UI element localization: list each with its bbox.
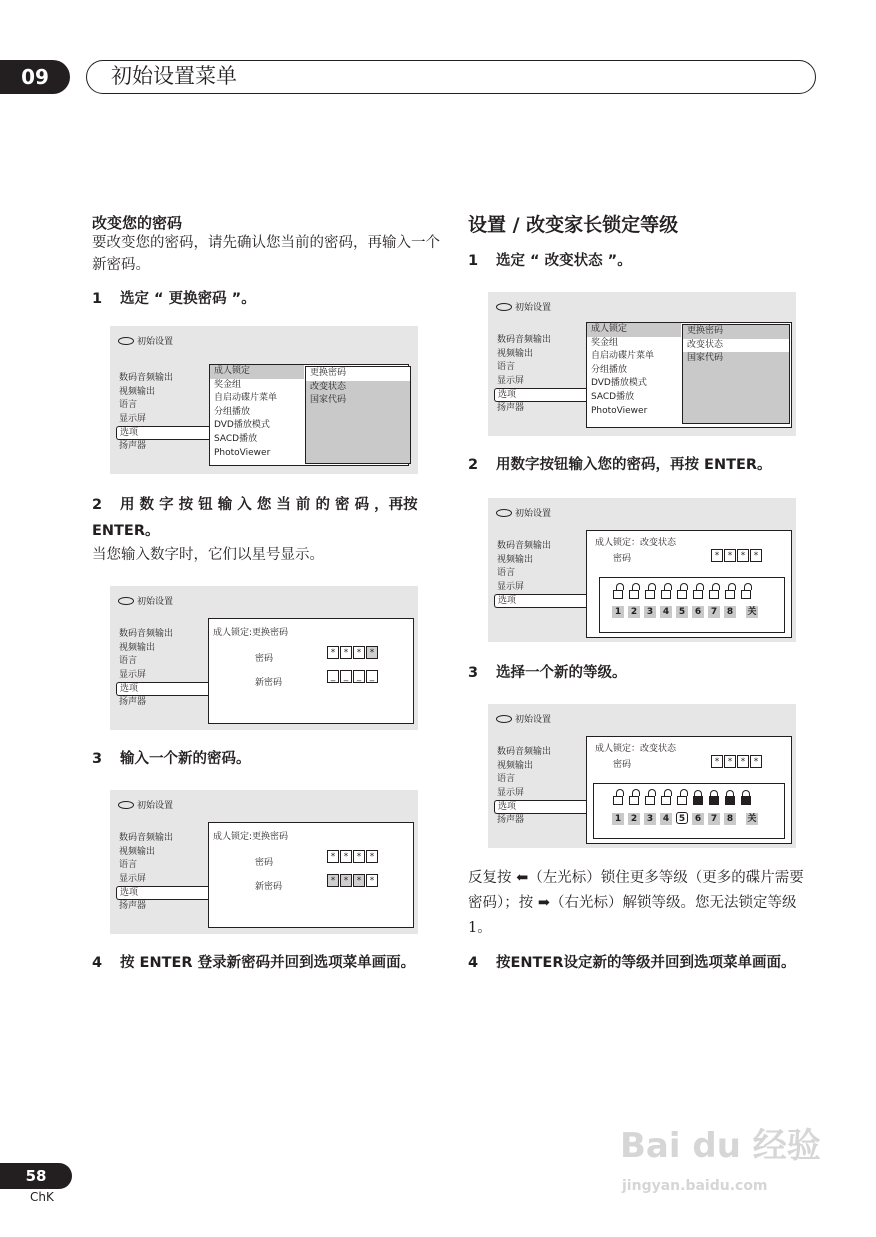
- disc-icon: [496, 303, 512, 311]
- unlock-icon: [628, 790, 640, 806]
- unlock-icon: [692, 584, 704, 600]
- unlock-icon: [628, 584, 640, 600]
- left-step-1: 1 选定 “ 更换密码 ”。: [92, 291, 256, 307]
- lock-icon: [740, 790, 752, 806]
- right-step-4: 4 按ENTER设定新的等级并回到选项菜单画面。: [468, 955, 796, 971]
- unlock-icon: [644, 584, 656, 600]
- language-code: ChK: [30, 1190, 54, 1204]
- osd-screen-l3: 初始设置 数码音频输出 视频输出 语言 显示屏 选项 扬声器 成人锁定:更换密码 密码 * * * * 新密码 * * * *: [110, 790, 418, 934]
- unlock-icon: [660, 584, 672, 600]
- page-number: 58: [0, 1163, 72, 1189]
- osd-screen-r3: 初始设置 数码音频输出 视频输出 语言 显示屏 选项 扬声器 成人锁定：改变状态 密码 * * * * 1 2 3 4 5 6 7 8 关: [488, 704, 796, 848]
- chapter-title: 初始设置菜单: [86, 60, 816, 94]
- watermark-logo: Bai du 经验: [620, 1126, 821, 1166]
- chapter-number: 09: [0, 60, 70, 94]
- disc-icon: [118, 597, 134, 605]
- unlock-icon: [612, 790, 624, 806]
- unlock-icon: [740, 584, 752, 600]
- lock-icon: [692, 790, 704, 806]
- lock-icon: [708, 790, 720, 806]
- osd-screen-l2: 初始设置 数码音频输出 视频输出 语言 显示屏 选项 扬声器 成人锁定:更换密码 密码 * * * * 新密码 _ _ _ _: [110, 586, 418, 730]
- right-lock-note: 反复按 ⬅（左光标）锁住更多等级（更多的碟片需要密码）；按 ➡（右光标）解锁等级。您无法锁定等级 1。: [468, 870, 804, 936]
- unlock-icon: [644, 790, 656, 806]
- unlock-icon: [676, 790, 688, 806]
- osd-screen-r1: 初始设置 数码音频输出 视频输出 语言 显示屏 选项 扬声器 成人锁定 奖金组 自启动碟片菜单 分组播放 DVD播放模式 SACD播放 PhotoViewer 更换密码 改变状态 国家代码: [488, 292, 796, 436]
- unlock-icon: [612, 584, 624, 600]
- unlock-icon: [708, 584, 720, 600]
- left-step-2: 2 用 数 字 按 钮 输 入 您 当 前 的 密 码 ，再按 ENTER。: [92, 497, 418, 539]
- right-step-3: 3 选择一个新的等级。: [468, 665, 627, 681]
- unlock-icon: [724, 584, 736, 600]
- right-step-1: 1 选定 “ 改变状态 ”。: [468, 253, 632, 269]
- disc-icon: [118, 801, 134, 809]
- unlock-icon: [660, 790, 672, 806]
- left-intro: 要改变您的密码，请先确认您当前的密码，再输入一个新密码。: [92, 235, 440, 273]
- left-heading: 改变您的密码: [92, 214, 183, 232]
- left-step-3: 3 输入一个新的密码。: [92, 751, 251, 767]
- left-step2-note: 当您输入数字时，它们以星号显示。: [92, 547, 324, 563]
- left-step-4: 4 按 ENTER 登录新密码并回到选项菜单画面。: [92, 955, 416, 971]
- disc-icon: [496, 509, 512, 517]
- right-step-2: 2 用数字按钮输入您的密码，再按 ENTER。: [468, 457, 772, 473]
- unlock-icon: [676, 584, 688, 600]
- right-heading: 设置 / 改变家长锁定等级: [468, 214, 679, 236]
- lock-icon: [724, 790, 736, 806]
- disc-icon: [496, 715, 512, 723]
- osd-screen-r2: 初始设置 数码音频输出 视频输出 语言 显示屏 选项 成人锁定：改变状态 密码 * * * * 1 2 3 4 5 6 7 8 关: [488, 498, 796, 642]
- watermark-url: jingyan.baidu.com: [622, 1178, 768, 1194]
- osd-screen-l1: 初始设置 数码音频输出 视频输出 语言 显示屏 选项 扬声器 成人锁定 奖金组 自启动碟片菜单 分组播放 DVD播放模式 SACD播放 PhotoViewer 更换密码 改变状态 国家代码: [110, 326, 418, 474]
- disc-icon: [118, 337, 134, 345]
